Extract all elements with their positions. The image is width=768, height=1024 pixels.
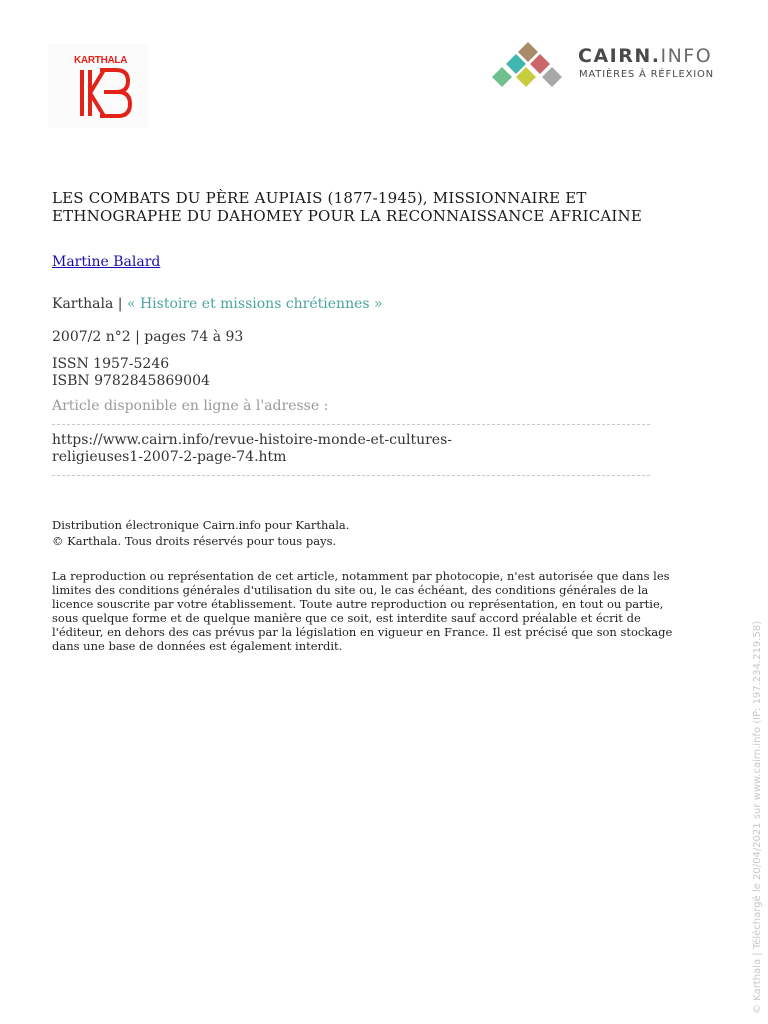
karthala-kb-icon bbox=[78, 68, 132, 118]
isbn: ISBN 9782845869004 bbox=[52, 373, 210, 389]
distribution-note: Distribution électronique Cairn.info pour Karthala. bbox=[52, 518, 350, 532]
karthala-logo bbox=[48, 44, 148, 128]
cairn-tiles-icon bbox=[488, 40, 574, 94]
article-title-line: LES COMBATS DU PÈRE AUPIAIS (1877-1945), MISSIONNAIRE ET bbox=[52, 189, 587, 207]
legal-notice-line: licence souscrite par votre établissement. Toute autre reproduction ou représentation, en tout ou partie, bbox=[52, 597, 664, 611]
cairn-dot: . bbox=[651, 45, 661, 67]
legal-notice bbox=[52, 569, 672, 653]
publisher-line bbox=[52, 296, 383, 312]
legal-notice-line: l'éditeur, en dehors des cas prévus par la législation en vigueur en France. Il est précisé que son stockage bbox=[52, 625, 673, 639]
article-url-link[interactable] bbox=[52, 432, 452, 466]
article-title-line: ETHNOGRAPHE DU DAHOMEY POUR LA RECONNAISSANCE AFRICAINE bbox=[52, 207, 643, 225]
karthala-logo-text: KARTHALA bbox=[74, 55, 128, 66]
cairn-tagline: MATIÈRES À RÉFLEXION bbox=[579, 69, 714, 80]
legal-notice-line: La reproduction ou représentation de cet article, notamment par photocopie, n'est autorisée que dans les bbox=[52, 569, 670, 583]
copyright-note: © Karthala. Tous droits réservés pour tous pays. bbox=[52, 534, 337, 548]
collection-link[interactable]: « Histoire et missions chrétiennes » bbox=[126, 296, 383, 312]
issue-info: 2007/2 n°2 | pages 74 à 93 bbox=[52, 329, 244, 345]
article-title bbox=[52, 189, 732, 225]
cairn-logo bbox=[488, 40, 728, 94]
author-link[interactable]: Martine Balard bbox=[52, 254, 161, 270]
article-url-line: religieuses1-2007-2-page-74.htm bbox=[52, 449, 287, 465]
available-online-label: Article disponible en ligne à l'adresse : bbox=[52, 398, 329, 414]
cairn-name: CAIRN bbox=[578, 45, 652, 67]
cairn-info: INFO bbox=[660, 45, 713, 67]
legal-notice-line: dans une base de données est également interdit. bbox=[52, 639, 343, 653]
legal-notice-line: sous quelque forme et de quelque manière que ce soit, est interdite sauf accord préalable et écrit de bbox=[52, 611, 641, 625]
article-url-line: https://www.cairn.info/revue-histoire-monde-et-cultures- bbox=[52, 432, 452, 448]
cairn-wordmark bbox=[578, 45, 712, 67]
divider bbox=[52, 424, 650, 425]
publisher-name: Karthala | bbox=[52, 296, 127, 312]
issn: ISSN 1957-5246 bbox=[52, 356, 170, 372]
legal-notice-line: limites des conditions générales d'utilisation du site ou, le cas échéant, des conditions générales de la bbox=[52, 583, 649, 597]
divider bbox=[52, 475, 650, 476]
download-watermark: © Karthala | Téléchargé le 20/04/2021 sur www.cairn.info (IP: 197.234.219.58) bbox=[752, 620, 763, 1014]
